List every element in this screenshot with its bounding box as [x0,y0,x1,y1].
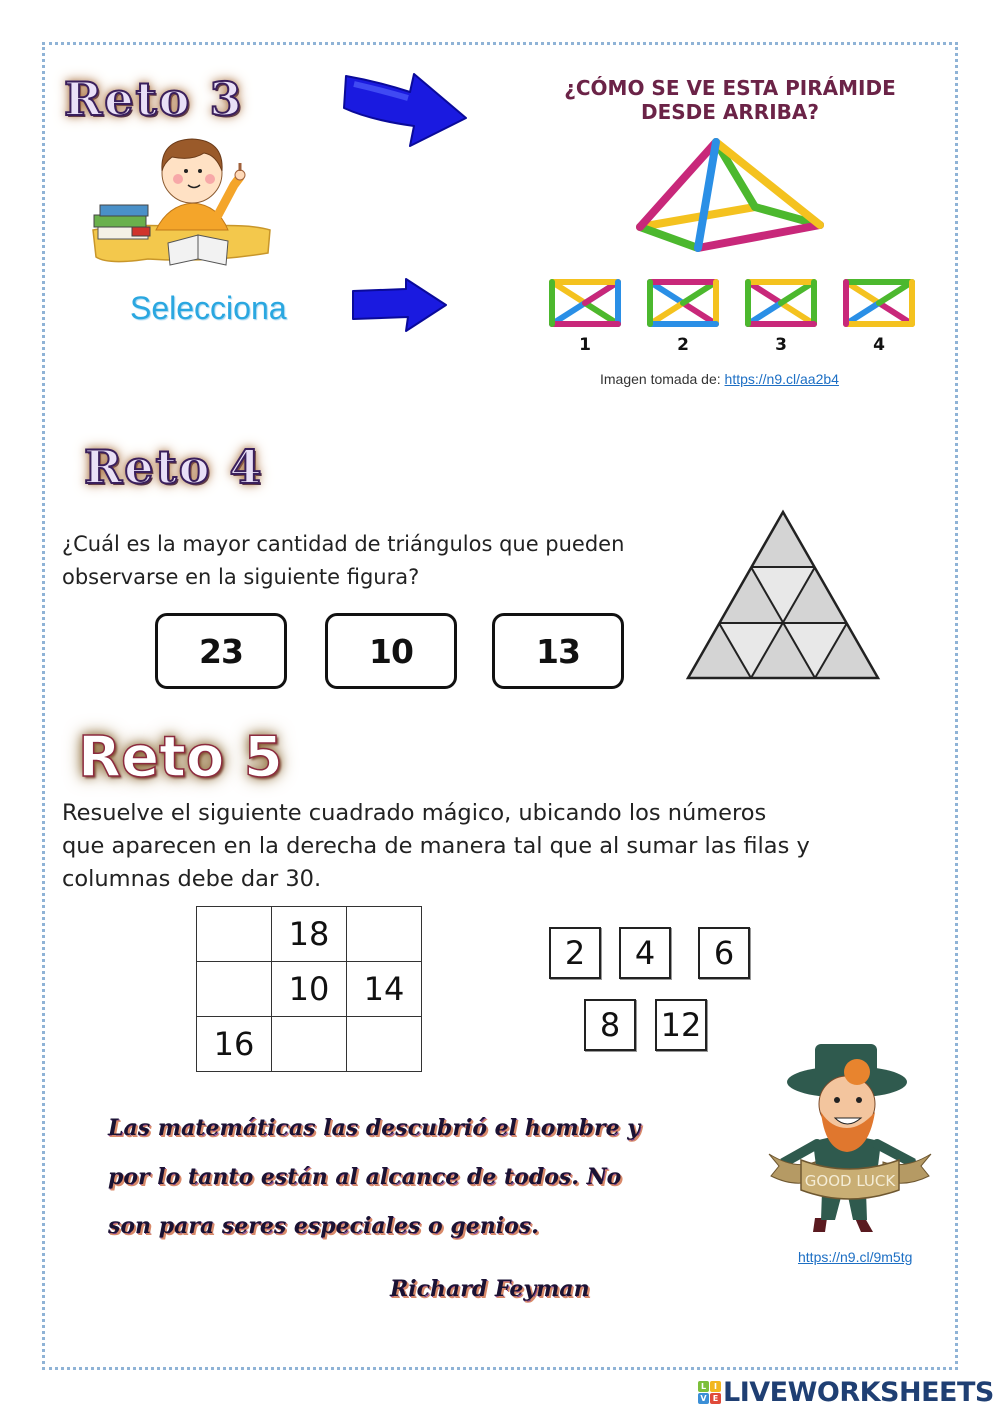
reto4-question [62,528,702,594]
reto5-title: Reto 5 [78,725,283,790]
number-tile-12[interactable]: 12 [655,999,707,1051]
number-tile-6[interactable]: 6 [698,927,750,979]
answer-option-23[interactable]: 23 [155,613,287,689]
question-line1: ¿Cuál es la mayor cantidad de triángulos que pueden [62,532,625,556]
option-4-figure[interactable] [842,278,916,328]
option-2-figure[interactable] [646,278,720,328]
quote-author: Richard Feyman [390,1276,590,1302]
instruction-line2: que aparecen en la derecha de manera tal que al sumar las filas y [62,833,810,859]
selecciona-label: Selecciona [130,290,287,326]
grid-cell-r2c2: 10 [272,962,347,1017]
quote-line1: Las matemáticas las descubrió el hombre y [108,1115,641,1141]
number-tile-2[interactable]: 2 [549,927,601,979]
pyramid-figure [630,135,830,255]
leprechaun-mascot-illustration [765,1042,935,1234]
instruction-line1: Resuelve el siguiente cuadrado mágico, ubicando los números [62,800,767,826]
option-4-label: 4 [873,335,885,355]
grid-cell-r1c3[interactable] [347,907,422,962]
option-1-label: 1 [579,335,591,355]
question-line2: observarse en la siguiente figura? [62,565,420,589]
student-reading-illustration [88,135,273,270]
number-tile-8[interactable]: 8 [584,999,636,1051]
answer-option-10[interactable]: 10 [325,613,457,689]
instruction-line3: columnas debe dar 30. [62,866,322,892]
mascot-credit-link[interactable]: https://n9.cl/9m5tg [798,1249,913,1265]
pyramid-question-title [560,76,900,124]
grid-cell-r3c3[interactable] [347,1017,422,1072]
feynman-quote [108,1104,748,1251]
reto3-title: Reto 3 [64,72,244,126]
magic-square-grid [196,906,422,1072]
grid-cell-r1c2: 18 [272,907,347,962]
option-1-figure[interactable] [548,278,622,328]
grid-cell-r3c2[interactable] [272,1017,347,1072]
image-credit [600,371,839,387]
pyramid-title-line2: DESDE ARRIBA? [641,100,819,124]
answer-option-13[interactable]: 13 [492,613,624,689]
number-tile-4[interactable]: 4 [619,927,671,979]
quote-line2: por lo tanto están al alcance de todos. No [108,1164,622,1190]
logo-text: LIVEWORKSHEETS [723,1377,994,1408]
credit-link[interactable]: https://n9.cl/aa2b4 [724,371,839,387]
grid-cell-r3c1: 16 [197,1017,272,1072]
arrow-right-icon [350,277,450,333]
credit-prefix: Imagen tomada de: [600,371,725,387]
option-3-figure[interactable] [744,278,818,328]
grid-cell-r2c3: 14 [347,962,422,1017]
arrow-right-icon [340,68,470,148]
pyramid-title-line1: ¿CÓMO SE VE ESTA PIRÁMIDE [564,76,896,100]
grid-cell-r1c1[interactable] [197,907,272,962]
reto4-title: Reto 4 [84,440,264,494]
grid-cell-r2c1[interactable] [197,962,272,1017]
banner-text: GOOD LUCK [804,1172,896,1190]
option-3-label: 3 [775,335,787,355]
triangle-figure [684,508,882,683]
option-2-label: 2 [677,335,689,355]
live-badge-icon: L I V E [698,1381,721,1404]
quote-line3: son para seres especiales o genios. [108,1213,539,1239]
reto5-instructions [62,797,952,896]
liveworksheets-logo[interactable] [698,1377,994,1408]
